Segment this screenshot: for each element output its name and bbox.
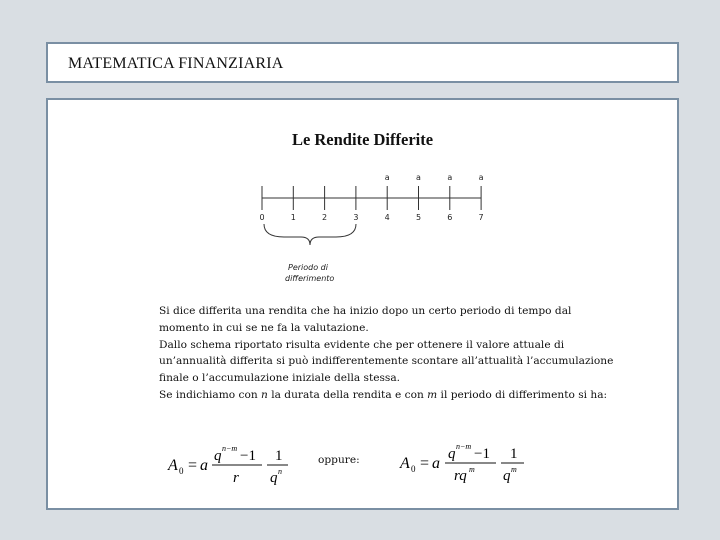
timeline-tick-label: 5: [415, 213, 422, 222]
svg-text:q: q: [503, 468, 511, 484]
brace-label-line2: differimento: [285, 274, 335, 283]
brace-label-line1: Periodo di: [288, 263, 328, 272]
timeline-tick-label: 1: [290, 213, 296, 222]
oppure-label: oppure:: [318, 454, 360, 466]
slide-panel: [46, 98, 679, 510]
payment-label: a: [478, 173, 484, 182]
svg-text:0: 0: [411, 464, 416, 474]
svg-text:1: 1: [275, 448, 283, 464]
svg-text:n−m: n−m: [456, 442, 472, 451]
timeline-lines: [262, 186, 481, 210]
timeline-tick-label: 3: [353, 213, 359, 222]
svg-text:A: A: [168, 457, 178, 474]
svg-text:r: r: [233, 470, 239, 486]
timeline-tick-label: 4: [384, 213, 390, 222]
svg-text:=: =: [188, 457, 198, 474]
paragraph-scheme: Dallo schema riportato risulta evidente che per ottenere il valore attuale di un’annualità differita si può indifferentemente scontare all’attualità l’accumulazione finale o l’accumulazione iniziale della stessa.: [159, 338, 614, 385]
timeline-tick-label: 0: [259, 213, 265, 222]
svg-text:m: m: [469, 465, 475, 474]
svg-text:−1: −1: [474, 446, 490, 462]
differimento-brace: [264, 224, 356, 245]
payment-label: a: [447, 173, 453, 182]
paragraph-notation: Se indichiamo con n la durata della rendita e con m il periodo di differimento si ha:: [159, 388, 608, 401]
svg-text:n−m: n−m: [222, 444, 238, 453]
svg-text:m: m: [511, 465, 517, 474]
payment-label: a: [384, 173, 390, 182]
formula-initial-accumulation: [398, 434, 538, 484]
timeline-tick-label: 7: [478, 213, 484, 222]
svg-text:a: a: [432, 455, 440, 472]
header-title: MATEMATICA FINANZIARIA: [68, 55, 284, 72]
svg-text:=: =: [420, 455, 430, 472]
paragraph-definition: Si dice differita una rendita che ha inizio dopo un certo periodo di tempo dal momento in cui se ne fa la valutazione.: [159, 305, 572, 334]
header-panel: [46, 42, 679, 83]
timeline-tick-label: 2: [322, 213, 328, 222]
formula-final-accumulation: [166, 436, 306, 486]
svg-text:q: q: [448, 446, 456, 462]
slide-title: Le Rendite Differite: [291, 130, 434, 149]
svg-text:a: a: [200, 457, 208, 474]
payment-label: a: [416, 173, 421, 182]
timeline-diagram: [48, 100, 681, 300]
timeline-tick-label: 6: [447, 213, 453, 222]
svg-text:−1: −1: [240, 448, 256, 464]
svg-text:q: q: [270, 470, 278, 486]
svg-text:A: A: [400, 455, 410, 472]
svg-text:n: n: [278, 467, 282, 476]
svg-text:rq: rq: [454, 468, 467, 484]
svg-text:q: q: [214, 448, 222, 464]
svg-text:1: 1: [510, 446, 518, 462]
body-text: [159, 303, 619, 404]
svg-text:0: 0: [179, 466, 184, 476]
